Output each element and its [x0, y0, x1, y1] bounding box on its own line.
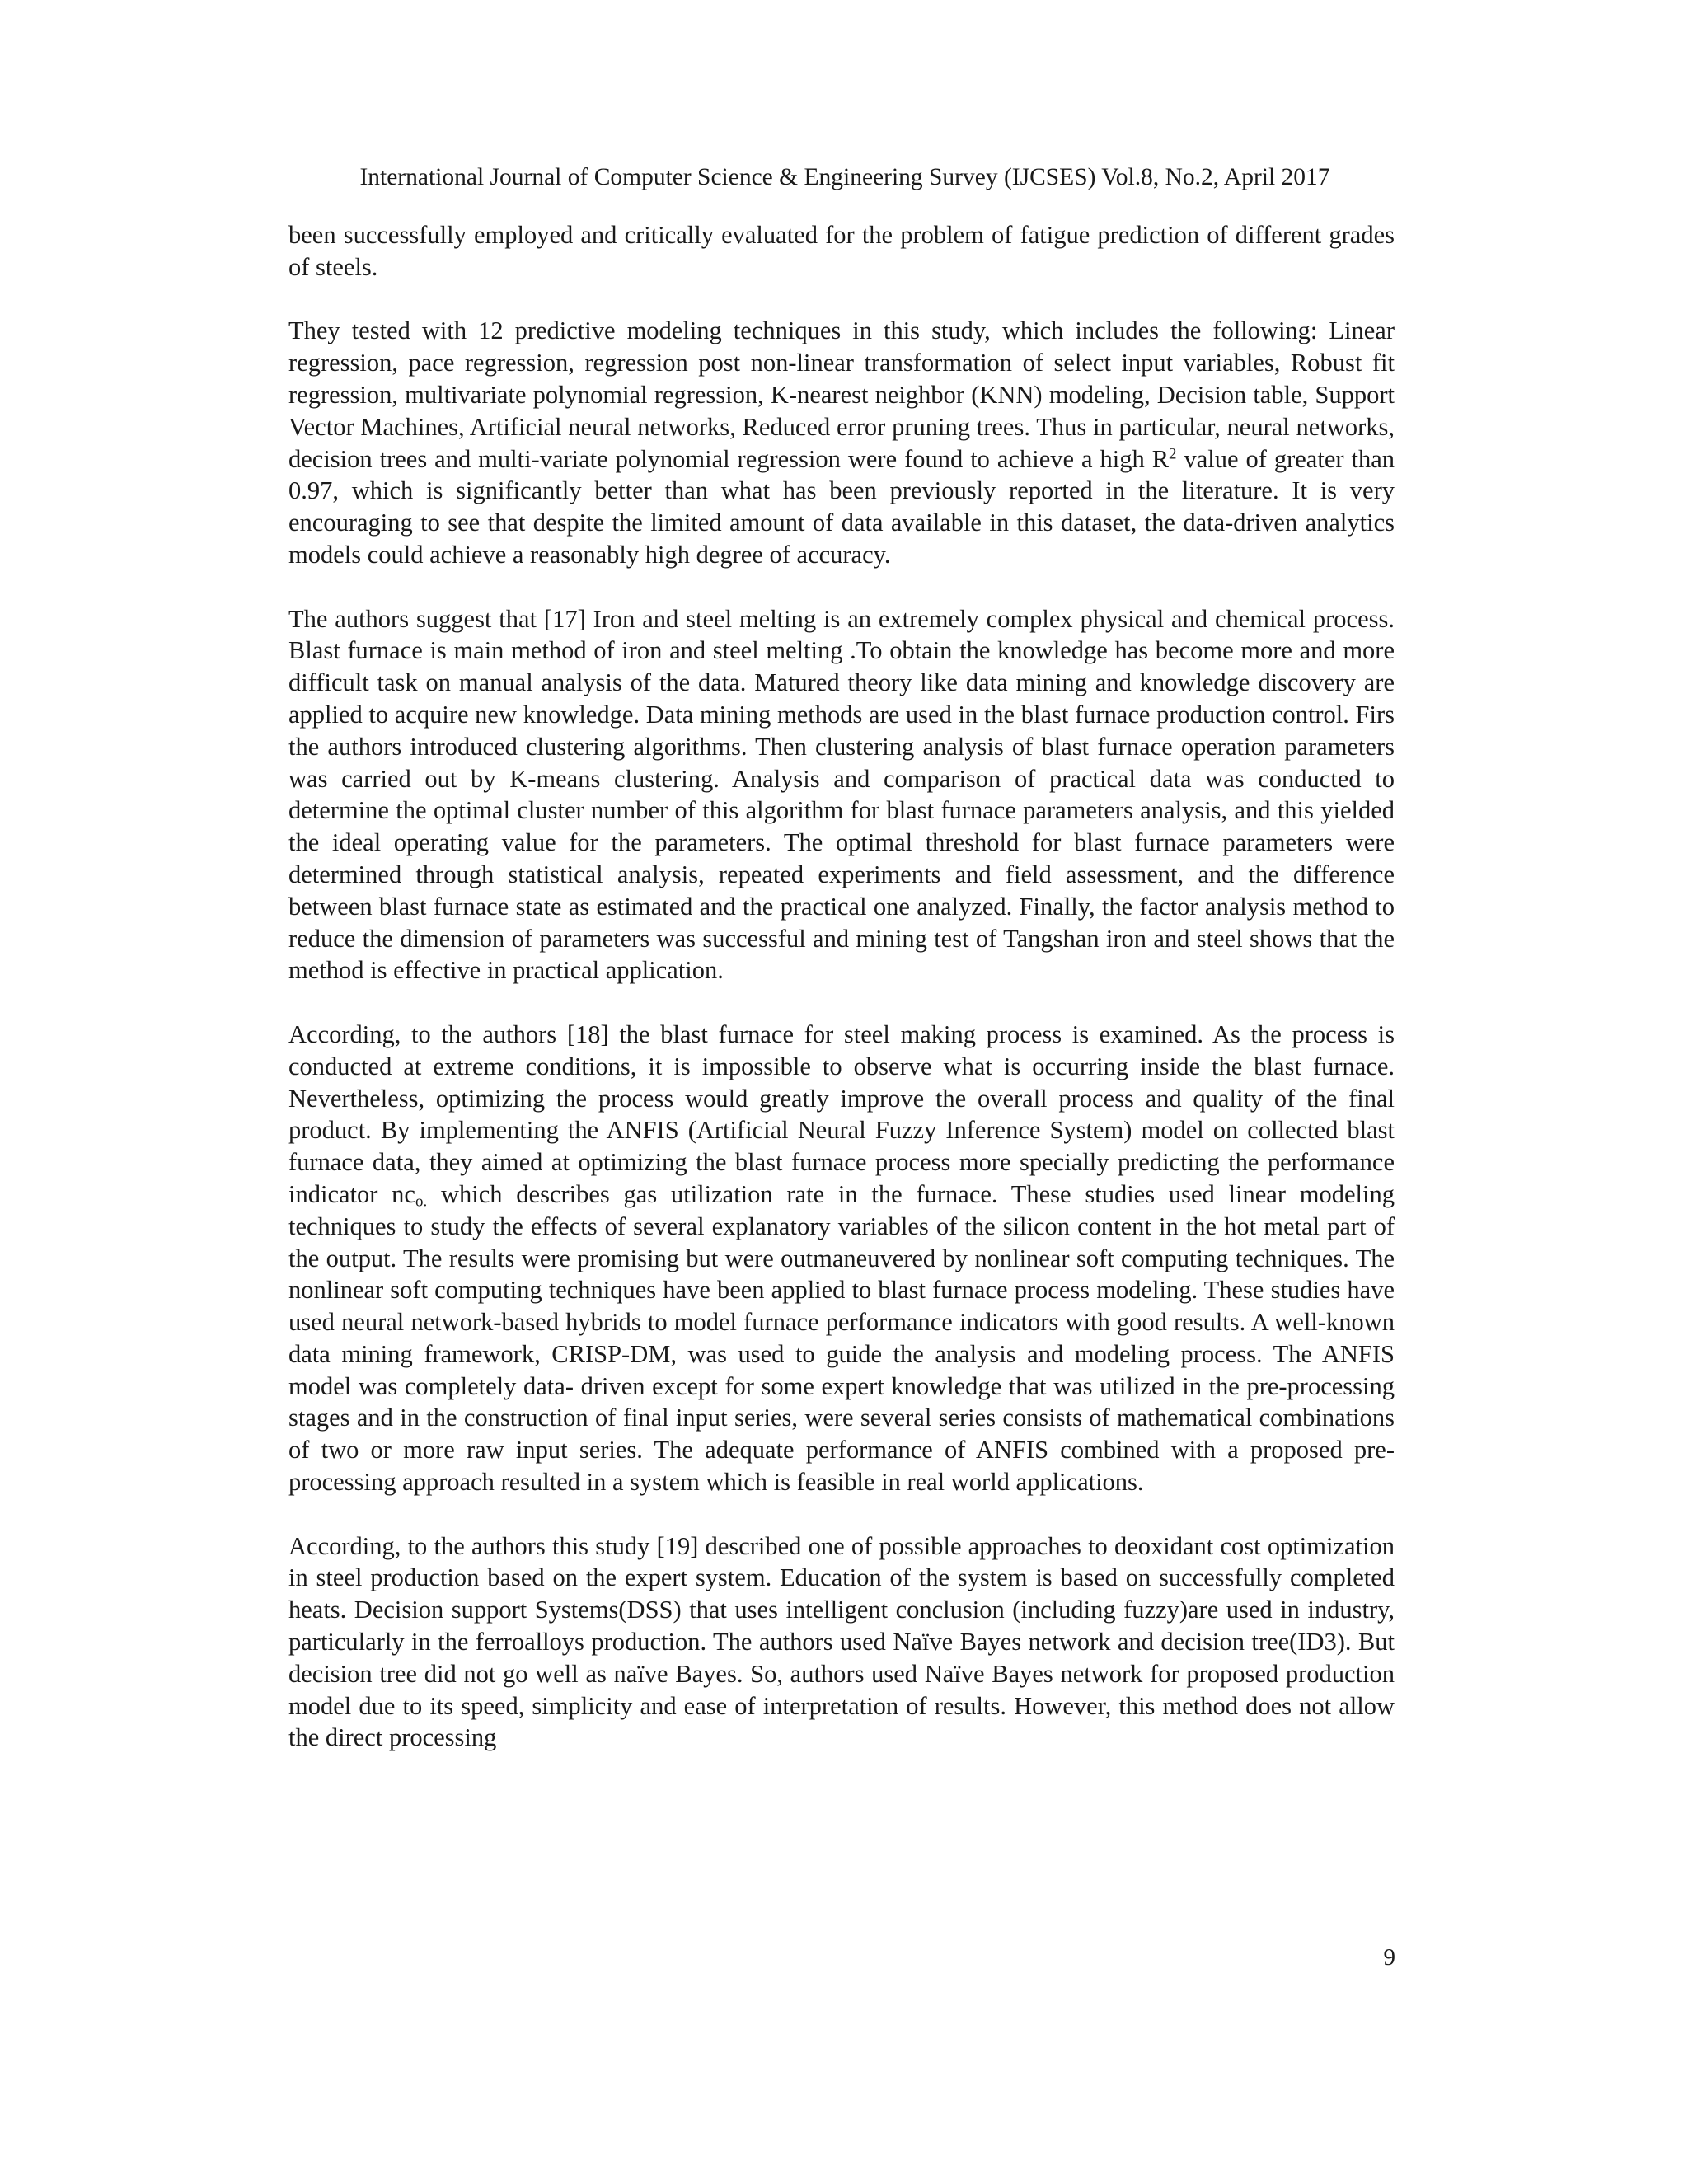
paragraph-deoxidant-optimization: According, to the authors this study [19] described one of possible approaches to deoxidant cost optimization in steel production based on the expert system. Education of the system is based on successfully completed heats. Decision support Systems(DSS) that uses intelligent conclusion (including fuzzy)are used in industry, particularly in the ferroalloys production. The authors used Naïve Bayes network and decision tree(ID3). But decision tree did not go well as naïve Bayes. So, authors used Naïve Bayes network for proposed production model due to its speed, simplicity and ease of interpretation of results. However, this method does not allow the direct processing	[288, 1531, 1395, 1752]
paragraph-text: value of greater than 0.97, which is significantly better than what has been previously reported in the literature. It is very encouraging to see that despite the limited amount of data available in this dataset, the data-driven analytics models could achieve a reasonably high degree of accuracy.	[288, 444, 1395, 569]
paragraph-text: According, to the authors [18] the blast furnace for steel making process is examined. As the process is conducted at extreme conditions, it is impossible to observe what is occurring inside the blast furnace. Nevertheless, optimizing the process would greatly improve the overall process and quality of the final product. By implementing the ANFIS (Artificial Neural Fuzzy Inference System) model on collected blast furnace data, they aimed at optimizing the blast furnace process more specially predicting the performance indicator nc	[288, 1019, 1395, 1208]
paragraph-predictive-modeling	[288, 315, 1395, 570]
paragraph-fatigue-prediction: been successfully employed and critically evaluated for the problem of fatigue prediction of different grades of steels.	[288, 221, 1395, 281]
paragraph-text: which describes gas utilization rate in the furnace. These studies used linear modeling techniques to study the effects of several explanatory variables of the silicon content in the hot metal part of the output. The results were promising but were outmaneuvered by nonlinear soft computing techniques. The nonlinear soft computing techniques have been applied to blast furnace process modeling. These studies have used neural network-based hybrids to model furnace performance indicators with good results. A well-known data mining framework, CRISP-DM, was used to guide the analysis and modeling process. The ANFIS model was completely data- driven except for some expert knowledge that was utilized in the pre-processing stages and in the construction of final input series, were several series consists of mathematical combinations of two or more raw input series. The adequate performance of ANFIS combined with a proposed pre-processing approach resulted in a system which is feasible in real world applications.	[288, 1179, 1395, 1497]
paragraph-blast-furnace-anfis	[288, 1019, 1395, 1498]
body-text	[288, 219, 1395, 1754]
paragraph-text: They tested with 12 predictive modeling techniques in this study, which includes the following: Linear regression, pace regression, regression post non-linear transformation of select input variables, Robust fit regression, multivariate polynomial regression, K-nearest neighbor (KNN) modeling, Decision table, Support Vector Machines, Artificial neural networks, Reduced error pruning trees. Thus in particular, neural networks, decision trees and multi-variate polynomial regression were found to achieve a high R	[288, 316, 1395, 473]
superscript: 2	[1169, 445, 1177, 463]
subscript: o.	[415, 1193, 428, 1211]
paragraph-iron-steel-melting: The authors suggest that [17] Iron and steel melting is an extremely complex physical and chemical process. Blast furnace is main method of iron and steel melting .To obtain the knowledge has become more and more difficult task on manual analysis of the data. Matured theory like data mining and knowledge discovery are applied to acquire new knowledge. Data mining methods are used in the blast furnace production control. Firs the authors introduced clustering algorithms. Then clustering analysis of blast furnace operation parameters was carried out by K-means clustering. Analysis and comparison of practical data was conducted to determine the optimal cluster number of this algorithm for blast furnace parameters analysis, and this yielded the ideal operating value for the parameters. The optimal threshold for blast furnace parameters were determined through statistical analysis, repeated experiments and field assessment, and the difference between blast furnace state as estimated and the practical one analyzed. Finally, the factor analysis method to reduce the dimension of parameters was successful and mining test of Tangshan iron and steel shows that the method is effective in practical application.	[288, 604, 1395, 985]
page-number: 9	[1383, 1944, 1395, 1971]
running-header: International Journal of Computer Science & Engineering Survey (IJCSES) Vol.8, No.2, April 2017	[359, 164, 1330, 190]
